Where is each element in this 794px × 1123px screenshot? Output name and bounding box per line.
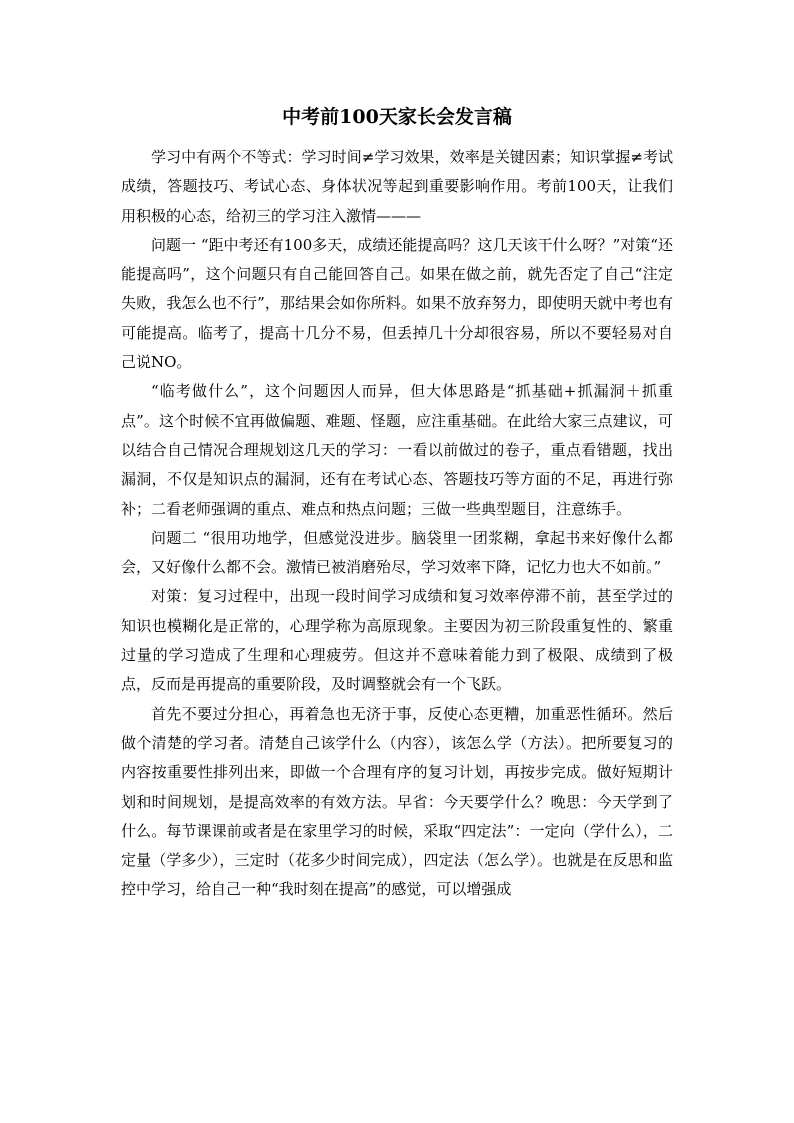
paragraph-question-two: 问题二 “很用功地学，但感觉没进步。脑袋里一团浆糊，拿起书来好像什么都会，又好像什么都不会。激情已被消磨殆尽，学习效率下降，记忆力也大不如前。” bbox=[121, 528, 673, 577]
paragraph-exam-prep: “临考做什么”，这个问题因人而异，但大体思路是“抓基础+抓漏洞＋抓重点”。这个时候不宜再做偏题、难题、怪题，应注重基础。在此给大家三点建议，可以结合自己情况合理规划这几天的学习：一看以前做过的卷子，重点看错题，找出漏洞，不仅是知识点的漏洞，还有在考试心态、答题技巧等方面的不足，再进行弥补；二看老师强调的重点、难点和热点问题；三做一些典型题目，注意练手。 bbox=[121, 382, 673, 518]
paragraph-advice: 首先不要过分担心，再着急也无济于事，反使心态更糟，加重恶性循环。然后做个清楚的学习者。清楚自己该学什么（内容），该怎么学（方法）。把所要复习的内容按重要性排列出来，即做一个合理有序的复习计划，再按步完成。做好短期计划和时间规划，是提高效率的有效方法。早省：今天要学什么？晚思：今天学到了什么。每节课课前或者是在家里学习的时候，采取“四定法”：一定向（学什么），二定量（学多少），三定时（花多少时间完成），四定法（怎么学）。也就是在反思和监控中学习，给自己一种“我时刻在提高”的感觉，可以增强成 bbox=[121, 704, 673, 899]
document-body bbox=[121, 143, 673, 905]
paragraph-intro: 学习中有两个不等式：学习时间≠学习效果，效率是关键因素；知识掌握≠考试成绩，答题技巧、考试心态、身体状况等起到重要影响作用。考前100天，让我们用积极的心态，给初三的学习注入激情——— bbox=[121, 148, 673, 225]
paragraph-plateau: 对策：复习过程中，出现一段时间学习成绩和复习效率停滞不前，甚至学过的知识也模糊化是正常的，心理学称为高原现象。主要因为初三阶段重复性的、繁重过量的学习造成了生理和心理疲劳。但这并不意味着能力到了极限、成绩到了极点，反而是再提高的重要阶段，及时调整就会有一个飞跃。 bbox=[121, 587, 673, 694]
paragraph-question-one: 问题一 “距中考还有100多天，成绩还能提高吗？这几天该干什么呀？”对策“还能提高吗”，这个问题只有自己能回答自己。如果在做之前，就先否定了自己“注定失败，我怎么也不行”，那结果会如你所料。如果不放弃努力，即使明天就中考也有可能提高。临考了，提高十几分不易，但丢掉几十分却很容易，所以不要轻易对自己说NO。 bbox=[121, 235, 673, 372]
document-title: 中考前100天家长会发言稿 bbox=[282, 106, 512, 128]
